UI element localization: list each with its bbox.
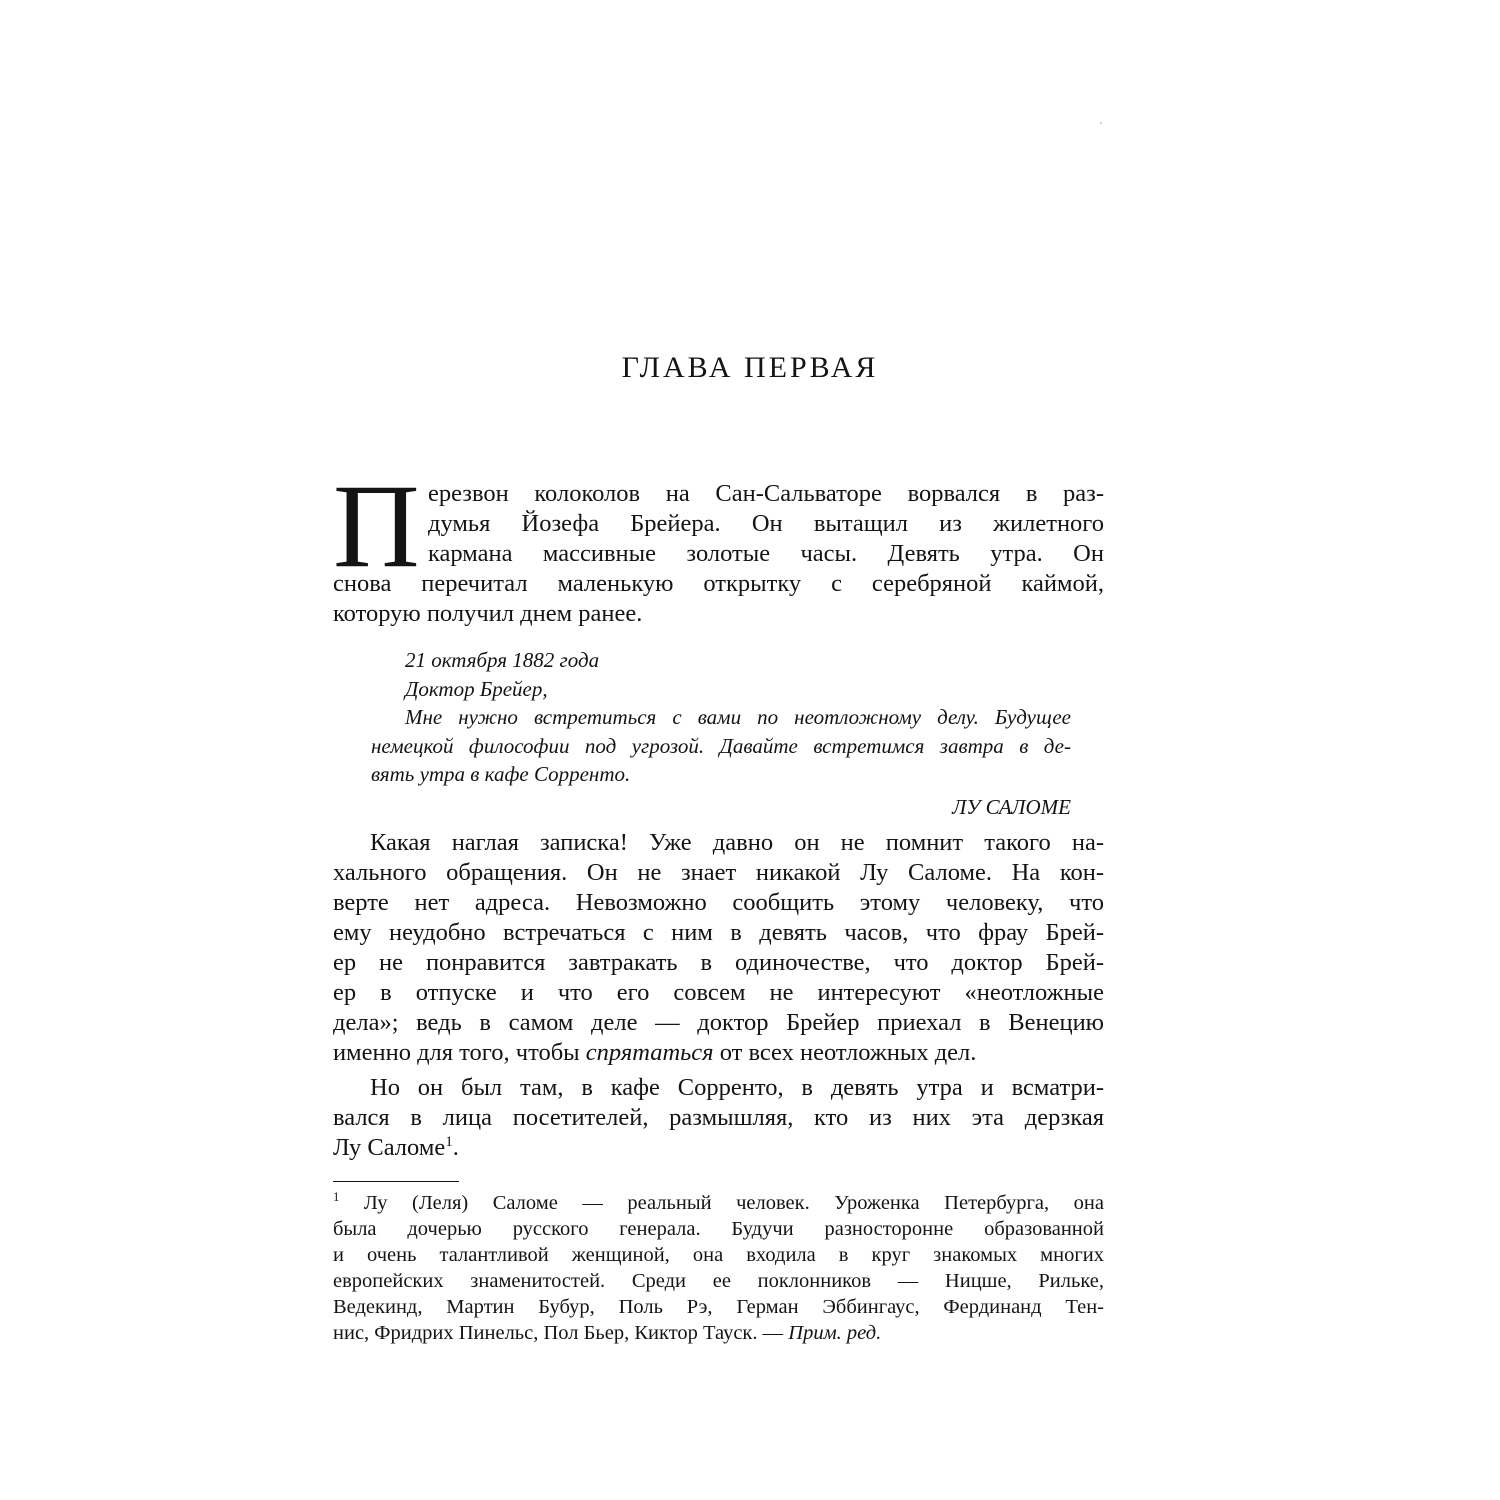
text-run: от всех неотложных дел. xyxy=(713,1039,977,1066)
editor-note: Прим. ред. xyxy=(788,1322,882,1344)
chapter-title: ГЛАВА ПЕРВАЯ xyxy=(621,351,879,384)
text-run: . xyxy=(452,1134,459,1161)
text-run: Лу Саломе xyxy=(333,1134,446,1161)
footnote-line: Ведекинд, Мартин Бубур, Поль Рэ, Герман Эббингаус, Фердинанд Тен- xyxy=(333,1296,1104,1318)
text-line: Но он был там, в кафе Сорренто, в девять утра и всматри- xyxy=(370,1074,1104,1101)
text-line: снова перечитал маленькую открытку с серебряной каймой, xyxy=(333,570,1104,597)
text-line: дела»; ведь в самом деле — доктор Брейер приехал в Венецию xyxy=(333,1009,1104,1036)
text-line: вался в лица посетителей, размышляя, кто из них эта дерзкая xyxy=(333,1104,1104,1131)
footnote-line xyxy=(333,1190,1104,1216)
letter-salutation: Доктор Брейер, xyxy=(405,676,548,701)
text-run: именно для того, чтобы xyxy=(333,1039,586,1066)
footnote-marker: 1 xyxy=(333,1190,340,1205)
footnote-divider xyxy=(333,1181,459,1182)
footnote xyxy=(333,1190,1104,1346)
footnote-line: и очень талантливой женщиной, она входила в круг знакомых многих xyxy=(333,1244,1104,1266)
text-line xyxy=(333,1133,1104,1163)
letter-line: вять утра в кафе Сорренто. xyxy=(371,762,631,786)
letter-block xyxy=(371,646,1071,821)
paragraph-2 xyxy=(333,828,1104,1068)
text-line: кармана массивные золотые часы. Девять утра. Он xyxy=(428,540,1104,567)
letter-line: Мне нужно встретиться с вами по неотложному делу. Будущее xyxy=(405,705,1071,729)
text-line: верте нет адреса. Невозможно сообщить этому человеку, что xyxy=(333,889,1104,916)
footnote-line: европейских знаменитостей. Среди ее поклонников — Ницше, Рильке, xyxy=(333,1270,1104,1292)
drop-cap: П xyxy=(333,478,420,574)
text-line: ему неудобно встречаться с ним в девять часов, что фрау Брей- xyxy=(333,919,1104,946)
paragraph-3 xyxy=(333,1073,1104,1163)
text-line: думья Йозефа Брейера. Он вытащил из жилетного xyxy=(428,510,1104,537)
opening-paragraph xyxy=(333,479,1104,629)
letter-signature: ЛУ САЛОМЕ xyxy=(952,794,1071,819)
footnote-line: была дочерью русского генерала. Будучи разносторонне образованной xyxy=(333,1218,1104,1240)
text-line: ер в отпуске и что его совсем не интересуют «неотложные xyxy=(333,979,1104,1006)
text-line: которую получил днем ранее. xyxy=(333,600,643,627)
page-speck xyxy=(1100,122,1102,124)
text-line: Какая наглая записка! Уже давно он не помнит такого на- xyxy=(370,829,1104,856)
text-line: ерезвон колоколов на Сан-Сальваторе ворвался в раз- xyxy=(428,480,1104,507)
text-run: Лу (Леля) Саломе — реальный человек. Уроженка Петербурга, она xyxy=(339,1192,1104,1214)
text-line xyxy=(333,1038,1104,1068)
footnote-ref[interactable]: 1 xyxy=(445,1132,453,1150)
letter-line: немецкой философии под угрозой. Давайте встретимся завтра в де- xyxy=(371,733,1071,758)
footnote-line xyxy=(333,1320,1104,1346)
emphasis-word: спрятаться xyxy=(585,1039,714,1066)
text-line: хального обращения. Он не знает никакой Лу Саломе. На кон- xyxy=(333,859,1104,886)
text-run: нис, Фридрих Пинельс, Пол Бьер, Киктор Тауск. — xyxy=(333,1322,789,1344)
text-line: ер не понравится завтракать в одиночестве, что доктор Брей- xyxy=(333,949,1104,976)
letter-date: 21 октября 1882 года xyxy=(405,648,600,672)
